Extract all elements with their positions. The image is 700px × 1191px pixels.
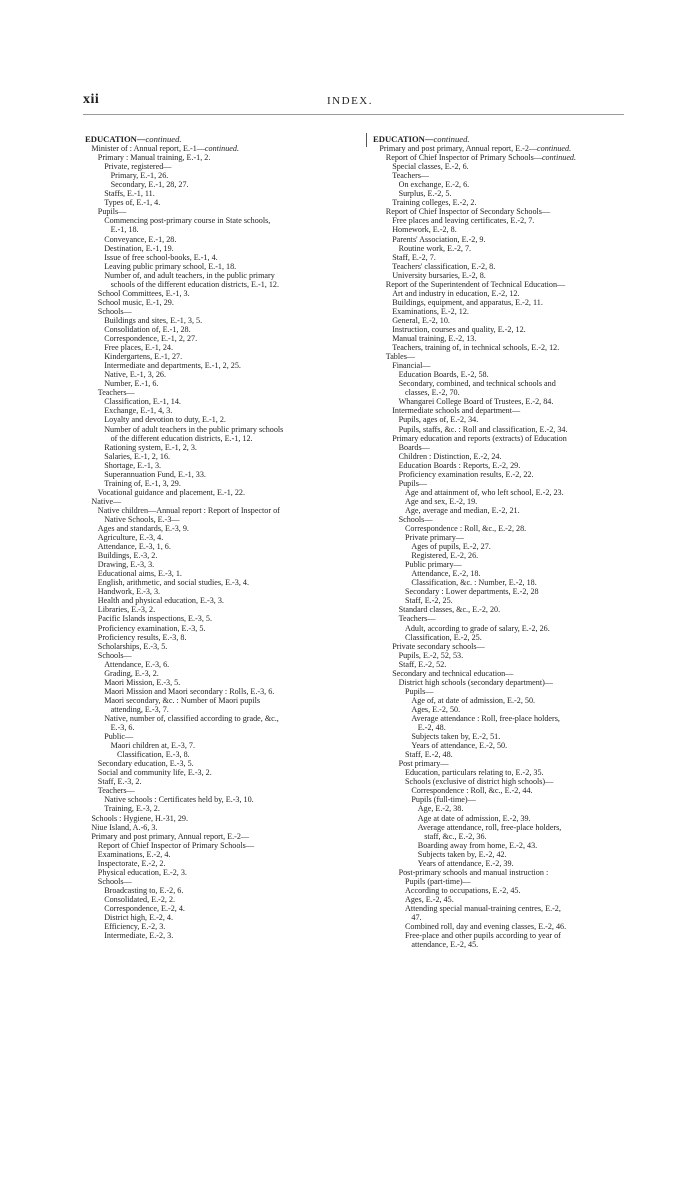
index-entry: Teachers—	[97, 388, 135, 398]
index-entry: Free places and leaving certificates, E.-2, 7.	[392, 216, 535, 226]
index-entry: Teachers, training of, in technical schools, E.-2, 12.	[392, 343, 560, 353]
index-entry: Staff, E.-3, 2.	[97, 777, 142, 787]
index-entry: Age and attainment of, who left school, E.-2, 23.	[405, 487, 564, 497]
index-entry: Grading, E.-3, 2.	[104, 668, 159, 678]
index-entry: Primary and post primary, Annual report, E.-2—continued.	[379, 144, 572, 154]
index-entry: schools of the different education districts, E.-1, 12.	[110, 279, 279, 289]
index-entry: Salaries, E.-1, 2, 16.	[104, 451, 171, 461]
index-entry: Secondary : Lower departments, E.-2, 28	[405, 587, 539, 597]
index-entry: attending, E.-3, 7.	[110, 704, 169, 714]
index-entry: Staff, E.-2, 25.	[405, 596, 453, 606]
index-entry: Pupils, staffs, &c. : Roll and classification, E.-2, 34.	[398, 424, 568, 434]
index-entry: School Committees, E.-1, 3.	[97, 288, 190, 298]
index-entry: Attendance, E.-2, 18.	[411, 569, 481, 579]
index-entry: Age of, at date of admission, E.-2, 50.	[411, 695, 536, 705]
index-entry: Schools (exclusive of district high schools)—	[405, 777, 554, 787]
index-entry: Maori Mission and Maori secondary : Rolls, E.-3, 6.	[104, 686, 275, 696]
column-divider	[366, 133, 367, 147]
index-entry: attendance, E.-2, 45.	[411, 940, 479, 950]
index-entry: Attendance, E.-3, 6.	[104, 659, 170, 669]
index-entry: Subjects taken by, E.-2, 42.	[417, 849, 507, 859]
index-entry: E.-3, 6.	[110, 723, 135, 733]
index-entry: Buildings, E.-3, 2.	[97, 551, 158, 561]
index-entry: Number, E.-1, 6.	[104, 379, 159, 389]
index-entry: Schools—	[97, 876, 132, 886]
index-entry: University bursaries, E.-2, 8.	[392, 270, 486, 280]
index-entry: Intermediate and departments, E.-1, 2, 25.	[104, 361, 241, 371]
index-entry: Teachers' classification, E.-2, 8.	[392, 261, 496, 271]
index-entry: Registered, E.-2, 26.	[411, 551, 479, 561]
index-entry: Schools—	[97, 650, 132, 660]
index-entry: Examinations, E.-2, 12.	[392, 306, 469, 316]
index-entry: School music, E.-1, 29.	[97, 297, 174, 307]
index-entry: Training of, E.-1, 3, 29.	[104, 478, 181, 488]
index-entry: Staff, E.-2, 7.	[392, 252, 436, 262]
section-heading: EDUCATION—continued.	[373, 135, 470, 144]
index-entry: Adult, according to grade of salary, E.-2, 26.	[405, 623, 550, 633]
index-entry: Ages of pupils, E.-2, 27.	[411, 542, 491, 552]
index-entry: Destination, E.-1, 19.	[104, 243, 174, 253]
index-entry: Attending special manual-training centres, E.-2,	[405, 903, 561, 913]
index-entry: Private primary—	[405, 533, 464, 543]
index-entry: Issue of free school-books, E.-1, 4.	[104, 252, 218, 262]
index-entry: Loyalty and devotion to duty, E.-1, 2.	[104, 415, 226, 425]
index-entry: Number of, and adult teachers, in the public primary	[104, 270, 275, 280]
index-entry: Age, E.-2, 38.	[417, 804, 464, 814]
index-entry: Ages, E.-2, 45.	[405, 894, 454, 904]
index-entry: Secondary, E.-1, 28, 27.	[110, 180, 189, 190]
index-entry: Kindergartens, E.-1, 27.	[104, 352, 183, 362]
index-entry: Art and industry in education, E.-2, 12.	[392, 288, 520, 298]
header-rule	[83, 114, 624, 115]
index-entry: Efficiency, E.-2, 3.	[104, 922, 166, 932]
index-entry: Commencing post-primary course in State schools,	[104, 216, 271, 226]
index-entry: Drawing, E.-3, 3.	[97, 560, 155, 570]
index-entry: Pupils (part-time)—	[405, 876, 471, 886]
index-entry: Maori secondary, &c. : Number of Maori pupils	[104, 695, 261, 705]
index-entry: Secondary and technical education—	[392, 668, 514, 678]
index-entry: Types of, E.-1, 4.	[104, 198, 161, 208]
index-entry: Training colleges, E.-2, 2.	[392, 198, 477, 208]
index-entry: Report of Chief Inspector of Primary Schools—	[97, 840, 254, 850]
index-entry: Average attendance : Roll, free-place holders,	[411, 714, 560, 723]
index-entry: According to occupations, E.-2, 45.	[405, 885, 521, 895]
index-entry: Native Schools, E.-3—	[104, 514, 180, 524]
index-entry: Special classes, E.-2, 6.	[392, 162, 469, 172]
index-entry: Free places, E.-1, 24.	[104, 343, 174, 353]
index-entry: of the different education districts, E.-1, 12.	[110, 433, 253, 443]
index-entry: Report of the Superintendent of Technical Education—	[385, 279, 566, 289]
index-entry: Boards—	[398, 442, 430, 452]
index-entry: Proficiency examination results, E.-2, 22.	[398, 469, 534, 479]
index-entry: Schools—	[97, 306, 132, 316]
index-entry: Classification, &c. : Number, E.-2, 18.	[411, 578, 537, 588]
index-entry: Pupils—	[97, 207, 127, 217]
index-entry: Proficiency results, E.-3, 8.	[97, 632, 187, 642]
index-entry: Ages and standards, E.-3, 9.	[97, 524, 189, 534]
page-title: INDEX.	[327, 95, 373, 107]
index-entry: Classification, E.-2, 25.	[405, 632, 482, 642]
index-entry: Libraries, E.-3, 2.	[97, 605, 156, 615]
index-entry: Private secondary schools—	[392, 641, 485, 651]
index-entry: Educational aims, E.-3, 1.	[97, 569, 182, 579]
index-entry: Native, number of, classified according to grade, &c.,	[104, 714, 279, 723]
index-entry: Scholarships, E.-3, 5.	[97, 641, 168, 651]
index-entry: Parents' Association, E.-2, 9.	[392, 234, 486, 244]
index-entry: Maori Mission, E.-3, 5.	[104, 677, 181, 687]
index-entry: Conveyance, E.-1, 28.	[104, 234, 177, 244]
index-entry: Education, particulars relating to, E.-2, 35.	[405, 768, 544, 778]
index-entry: Health and physical education, E.-3, 3.	[97, 596, 224, 606]
index-entry: Pupils—	[405, 686, 434, 696]
index-entry: Handwork, E.-3, 3.	[97, 587, 161, 597]
index-entry: Manual training, E.-2, 13.	[392, 334, 477, 344]
index-entry: Staff, E.-2, 48.	[405, 750, 453, 760]
index-entry: Classification, E.-3, 8.	[117, 750, 190, 760]
index-entry: Classification, E.-1, 14.	[104, 397, 181, 407]
index-entry: Exchange, E.-1, 4, 3.	[104, 406, 173, 416]
index-entry: Years of attendance, E.-2, 50.	[411, 741, 508, 751]
index-entry: Pacific Islands inspections, E.-3, 5.	[97, 614, 212, 624]
index-entry: Age and sex, E.-2, 19.	[405, 496, 478, 506]
index-entry: Surplus, E.-2, 5.	[398, 189, 452, 199]
index-entry: Public primary—	[405, 560, 462, 570]
index-entry: Rationing system, E.-1, 2, 3.	[104, 442, 197, 452]
index-entry: Report of Chief Inspector of Secondary Schools—	[385, 207, 551, 217]
index-entry: Financial—	[392, 361, 431, 371]
index-entry: Consolidated, E.-2, 2.	[104, 894, 176, 904]
index-entry: Native, E.-1, 3, 26.	[104, 370, 167, 380]
index-entry: Private, registered—	[104, 162, 172, 172]
index-entry: Instruction, courses and quality, E.-2, 12.	[392, 324, 526, 334]
index-entry: Teachers—	[97, 786, 135, 796]
index-entry: Pupils, E.-2, 52, 53.	[398, 650, 464, 660]
index-entry: Vocational guidance and placement, E.-1, 22.	[97, 487, 245, 497]
index-entry: Primary education and reports (extracts) of Education	[392, 433, 567, 443]
index-entry: Buildings and sites, E.-1, 3, 5.	[104, 315, 203, 325]
index-entry: classes, E.-2, 70.	[405, 388, 460, 398]
index-entry: Education Boards, E.-2, 58.	[398, 370, 489, 380]
index-entry: General, E.-2, 10.	[392, 315, 450, 325]
index-entry: Subjects taken by, E.-2, 51.	[411, 732, 501, 742]
section-heading: EDUCATION—continued.	[85, 135, 182, 144]
index-entry: Niue Island, A.-6, 3.	[91, 822, 158, 832]
index-entry: Primary and post primary, Annual report, E.-2—	[91, 831, 250, 841]
index-entry: staff, &c., E.-2, 36.	[424, 831, 487, 841]
index-entry: Intermediate, E.-2, 3.	[104, 931, 174, 941]
index-entry: Routine work, E.-2, 7.	[398, 243, 472, 253]
index-entry: Agriculture, E.-3, 4.	[97, 533, 164, 543]
index-entry: Boarding away from home, E.-2, 43.	[417, 840, 538, 850]
index-entry: Primary : Manual training, E.-1, 2.	[97, 153, 211, 163]
index-entry: Standard classes, &c., E.-2, 20.	[398, 605, 501, 615]
index-entry: Years of attendance, E.-2, 39.	[417, 858, 514, 868]
index-entry: Physical education, E.-2, 3.	[97, 867, 187, 877]
index-entry: Intermediate schools and department—	[392, 406, 521, 416]
index-entry: Homework, E.-2, 8.	[392, 225, 457, 235]
index-entry: Children : Distinction, E.-2, 24.	[398, 451, 502, 461]
index-entry: Staffs, E.-1, 11.	[104, 189, 155, 199]
index-entry: 47.	[411, 913, 422, 923]
index-entry: Combined roll, day and evening classes, E.-2, 46.	[405, 922, 567, 932]
index-entry: Pupils, ages of, E.-2, 34.	[398, 415, 479, 425]
index-entry: Social and community life, E.-3, 2.	[97, 768, 212, 778]
index-entry: Age, average and median, E.-2, 21.	[405, 505, 520, 515]
index-entry: English, arithmetic, and social studies, E.-3, 4.	[97, 578, 249, 588]
index-entry: Secondary, combined, and technical schools and	[398, 379, 556, 389]
index-entry: Report of Chief Inspector of Primary Schools—continued.	[385, 153, 577, 163]
index-entry: Secondary education, E.-3, 5.	[97, 759, 194, 769]
index-entry: Schools : Hygiene, H.-31, 29.	[91, 813, 188, 823]
index-entry: District high, E.-2, 4.	[104, 913, 174, 923]
index-entry: Ages, E.-2, 50.	[411, 704, 461, 714]
index-entry: Schools—	[398, 514, 433, 524]
index-entry: Training, E.-3, 2.	[104, 804, 160, 814]
index-entry: Native schools : Certificates held by, E.-3, 10.	[104, 795, 254, 805]
index-entry: Buildings, equipment, and apparatus, E.-2, 11.	[392, 297, 543, 307]
index-entry: Average attendance, roll, free-place holders,	[417, 822, 562, 832]
index-entry: District high schools (secondary department)—	[398, 677, 553, 687]
index-entry: Attendance, E.-3, 1, 6.	[97, 542, 171, 552]
index-entry: On exchange, E.-2, 6.	[398, 180, 470, 190]
index-entry: Number of adult teachers in the public primary schools	[104, 424, 284, 434]
index-entry: Correspondence : Roll, &c., E.-2, 28.	[405, 524, 527, 534]
index-entry: Correspondence, E.-2, 4.	[104, 903, 185, 913]
index-entry: E.-2, 48.	[417, 723, 446, 733]
index-entry: Minister of : Annual report, E.-1—continued.	[91, 144, 239, 154]
index-entry: Post primary—	[398, 759, 449, 769]
index-entry: Pupils—	[398, 478, 428, 488]
index-entry: Whangarei College Board of Trustees, E.-2, 84.	[398, 397, 554, 407]
index-entry: Maori children at, E.-3, 7.	[110, 741, 195, 751]
index-entry: Pupils (full-time)—	[411, 795, 476, 805]
index-entry: Native—	[91, 496, 122, 506]
index-entry: Superannuation Fund, E.-1, 33.	[104, 469, 206, 479]
index-entry: Free-place and other pupils according to year of	[405, 931, 561, 941]
index-entry: Age at date of admission, E.-2, 39.	[417, 813, 531, 823]
index-entry: E.-1, 18.	[110, 225, 139, 235]
index-entry: Public—	[104, 732, 134, 742]
page-number: xii	[83, 92, 100, 107]
index-entry: Inspectorate, E.-2, 2.	[97, 858, 166, 868]
index-entry: Leaving public primary school, E.-1, 18.	[104, 261, 237, 271]
index-column-left	[85, 135, 360, 940]
index-entry: Primary, E.-1, 26.	[110, 171, 169, 181]
index-entry: Staff, E.-2, 52.	[398, 659, 447, 669]
index-entry: Proficiency examination, E.-3, 5.	[97, 623, 206, 633]
index-entry: Correspondence : Roll, &c., E.-2, 44.	[411, 786, 533, 796]
index-column-right	[373, 135, 631, 949]
index-entry: Education Boards : Reports, E.-2, 29.	[398, 460, 521, 470]
index-entry: Correspondence, E.-1, 2, 27.	[104, 334, 198, 344]
index-entry: Shortage, E.-1, 3.	[104, 460, 162, 470]
index-entry: Examinations, E.-2, 4.	[97, 849, 171, 859]
index-entry: Teachers—	[398, 614, 436, 624]
index-entry: Teachers—	[392, 171, 430, 181]
index-entry: Consolidation of, E.-1, 28.	[104, 324, 191, 334]
index-entry: Broadcasting to, E.-2, 6.	[104, 885, 184, 895]
index-entry: Tables—	[385, 352, 416, 362]
index-entry: Native children—Annual report : Report of Inspector of	[97, 505, 280, 515]
index-entry: Post-primary schools and manual instruction :	[398, 867, 549, 877]
